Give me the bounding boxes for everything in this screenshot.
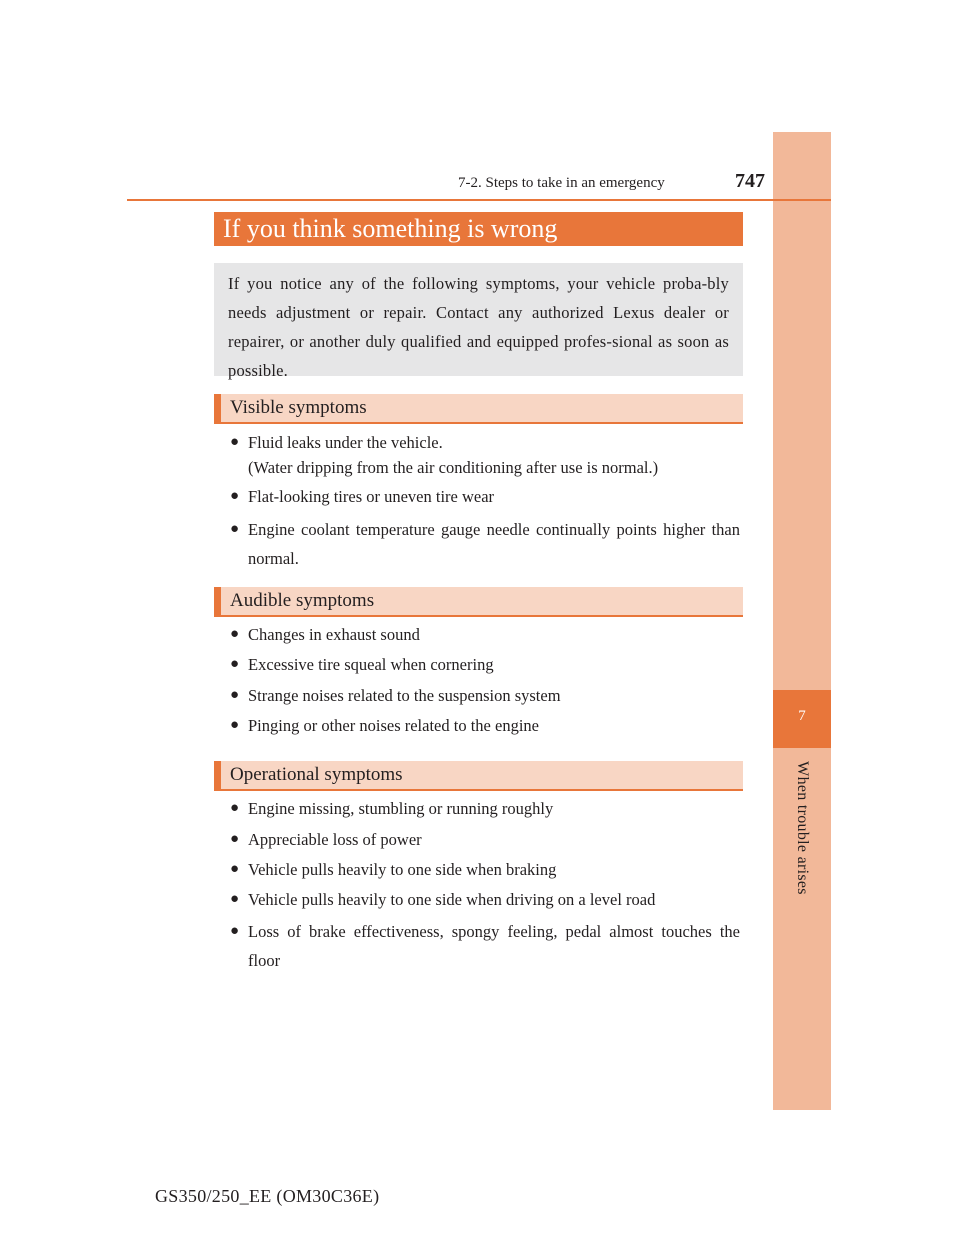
list-item [230, 484, 740, 509]
section-heading-label: Visible symptoms [230, 397, 367, 418]
header-rule [127, 199, 831, 201]
list-item-text: Changes in exhaust sound [248, 625, 420, 644]
list-item [230, 430, 740, 455]
bullet-icon: ● [230, 861, 240, 877]
bullet-icon: ● [230, 656, 240, 672]
list-item [230, 796, 740, 821]
bullet-icon: ● [230, 717, 240, 733]
list-item [230, 827, 740, 852]
list-item-text: Appreciable loss of power [248, 830, 422, 849]
bullet-icon: ● [230, 800, 240, 816]
section-heading-visible [214, 394, 743, 424]
bullet-icon: ● [230, 626, 240, 642]
bullet-icon: ● [230, 923, 240, 939]
list-item [230, 713, 740, 738]
list-item-note [230, 455, 740, 480]
section-heading-operational [214, 761, 743, 791]
list-item [230, 652, 740, 677]
list-item-text: Vehicle pulls heavily to one side when driving on a level road [248, 890, 656, 909]
header-section-ref: 7-2. Steps to take in an emergency [458, 175, 665, 191]
list-item [230, 683, 740, 708]
bullet-icon: ● [230, 521, 240, 537]
list-item-text: Fluid leaks under the vehicle. [248, 433, 443, 452]
list-item [230, 857, 740, 882]
bullet-icon: ● [230, 831, 240, 847]
section-accent [214, 587, 221, 615]
list-item-text: Vehicle pulls heavily to one side when braking [248, 860, 557, 879]
page-number: 747 [735, 170, 765, 192]
section-heading-audible [214, 587, 743, 617]
bullet-icon: ● [230, 687, 240, 703]
footer-model-code: GS350/250_EE (OM30C36E) [155, 1186, 380, 1206]
page-title: If you think something is wrong [214, 212, 743, 246]
section-accent [214, 394, 221, 422]
section-accent [214, 761, 221, 789]
chapter-tab-strip [773, 132, 831, 1110]
chapter-number: 7 [798, 708, 806, 724]
chapter-title: When trouble arises [794, 761, 811, 895]
list-item-text: (Water dripping from the air conditioning after use is normal.) [248, 458, 659, 477]
bullet-icon: ● [230, 891, 240, 907]
section-heading-label: Operational symptoms [230, 764, 403, 785]
list-item-text: Pinging or other noises related to the engine [248, 716, 539, 735]
intro-box: If you notice any of the following symptoms, your vehicle proba-bly needs adjustment or repair. Contact any authorized Lexus dealer or repairer, or another duly qualified and equipped profes-sional as soon as possible. [214, 263, 743, 376]
list-item [230, 887, 740, 912]
bullet-icon: ● [230, 488, 240, 504]
list-item-text: Engine missing, stumbling or running roughly [248, 799, 554, 818]
list-item [230, 515, 740, 573]
list-item-text: Excessive tire squeal when cornering [248, 655, 494, 674]
list-item-text: Engine coolant temperature gauge needle continually points higher than normal. [248, 520, 740, 568]
list-item [230, 622, 740, 647]
list-item-text: Flat-looking tires or uneven tire wear [248, 487, 495, 506]
bullet-icon: ● [230, 434, 240, 450]
list-item-text: Loss of brake effectiveness, spongy feeling, pedal almost touches the floor [248, 922, 740, 970]
list-item-text: Strange noises related to the suspension system [248, 686, 561, 705]
section-heading-label: Audible symptoms [230, 590, 375, 611]
list-item [230, 917, 740, 975]
